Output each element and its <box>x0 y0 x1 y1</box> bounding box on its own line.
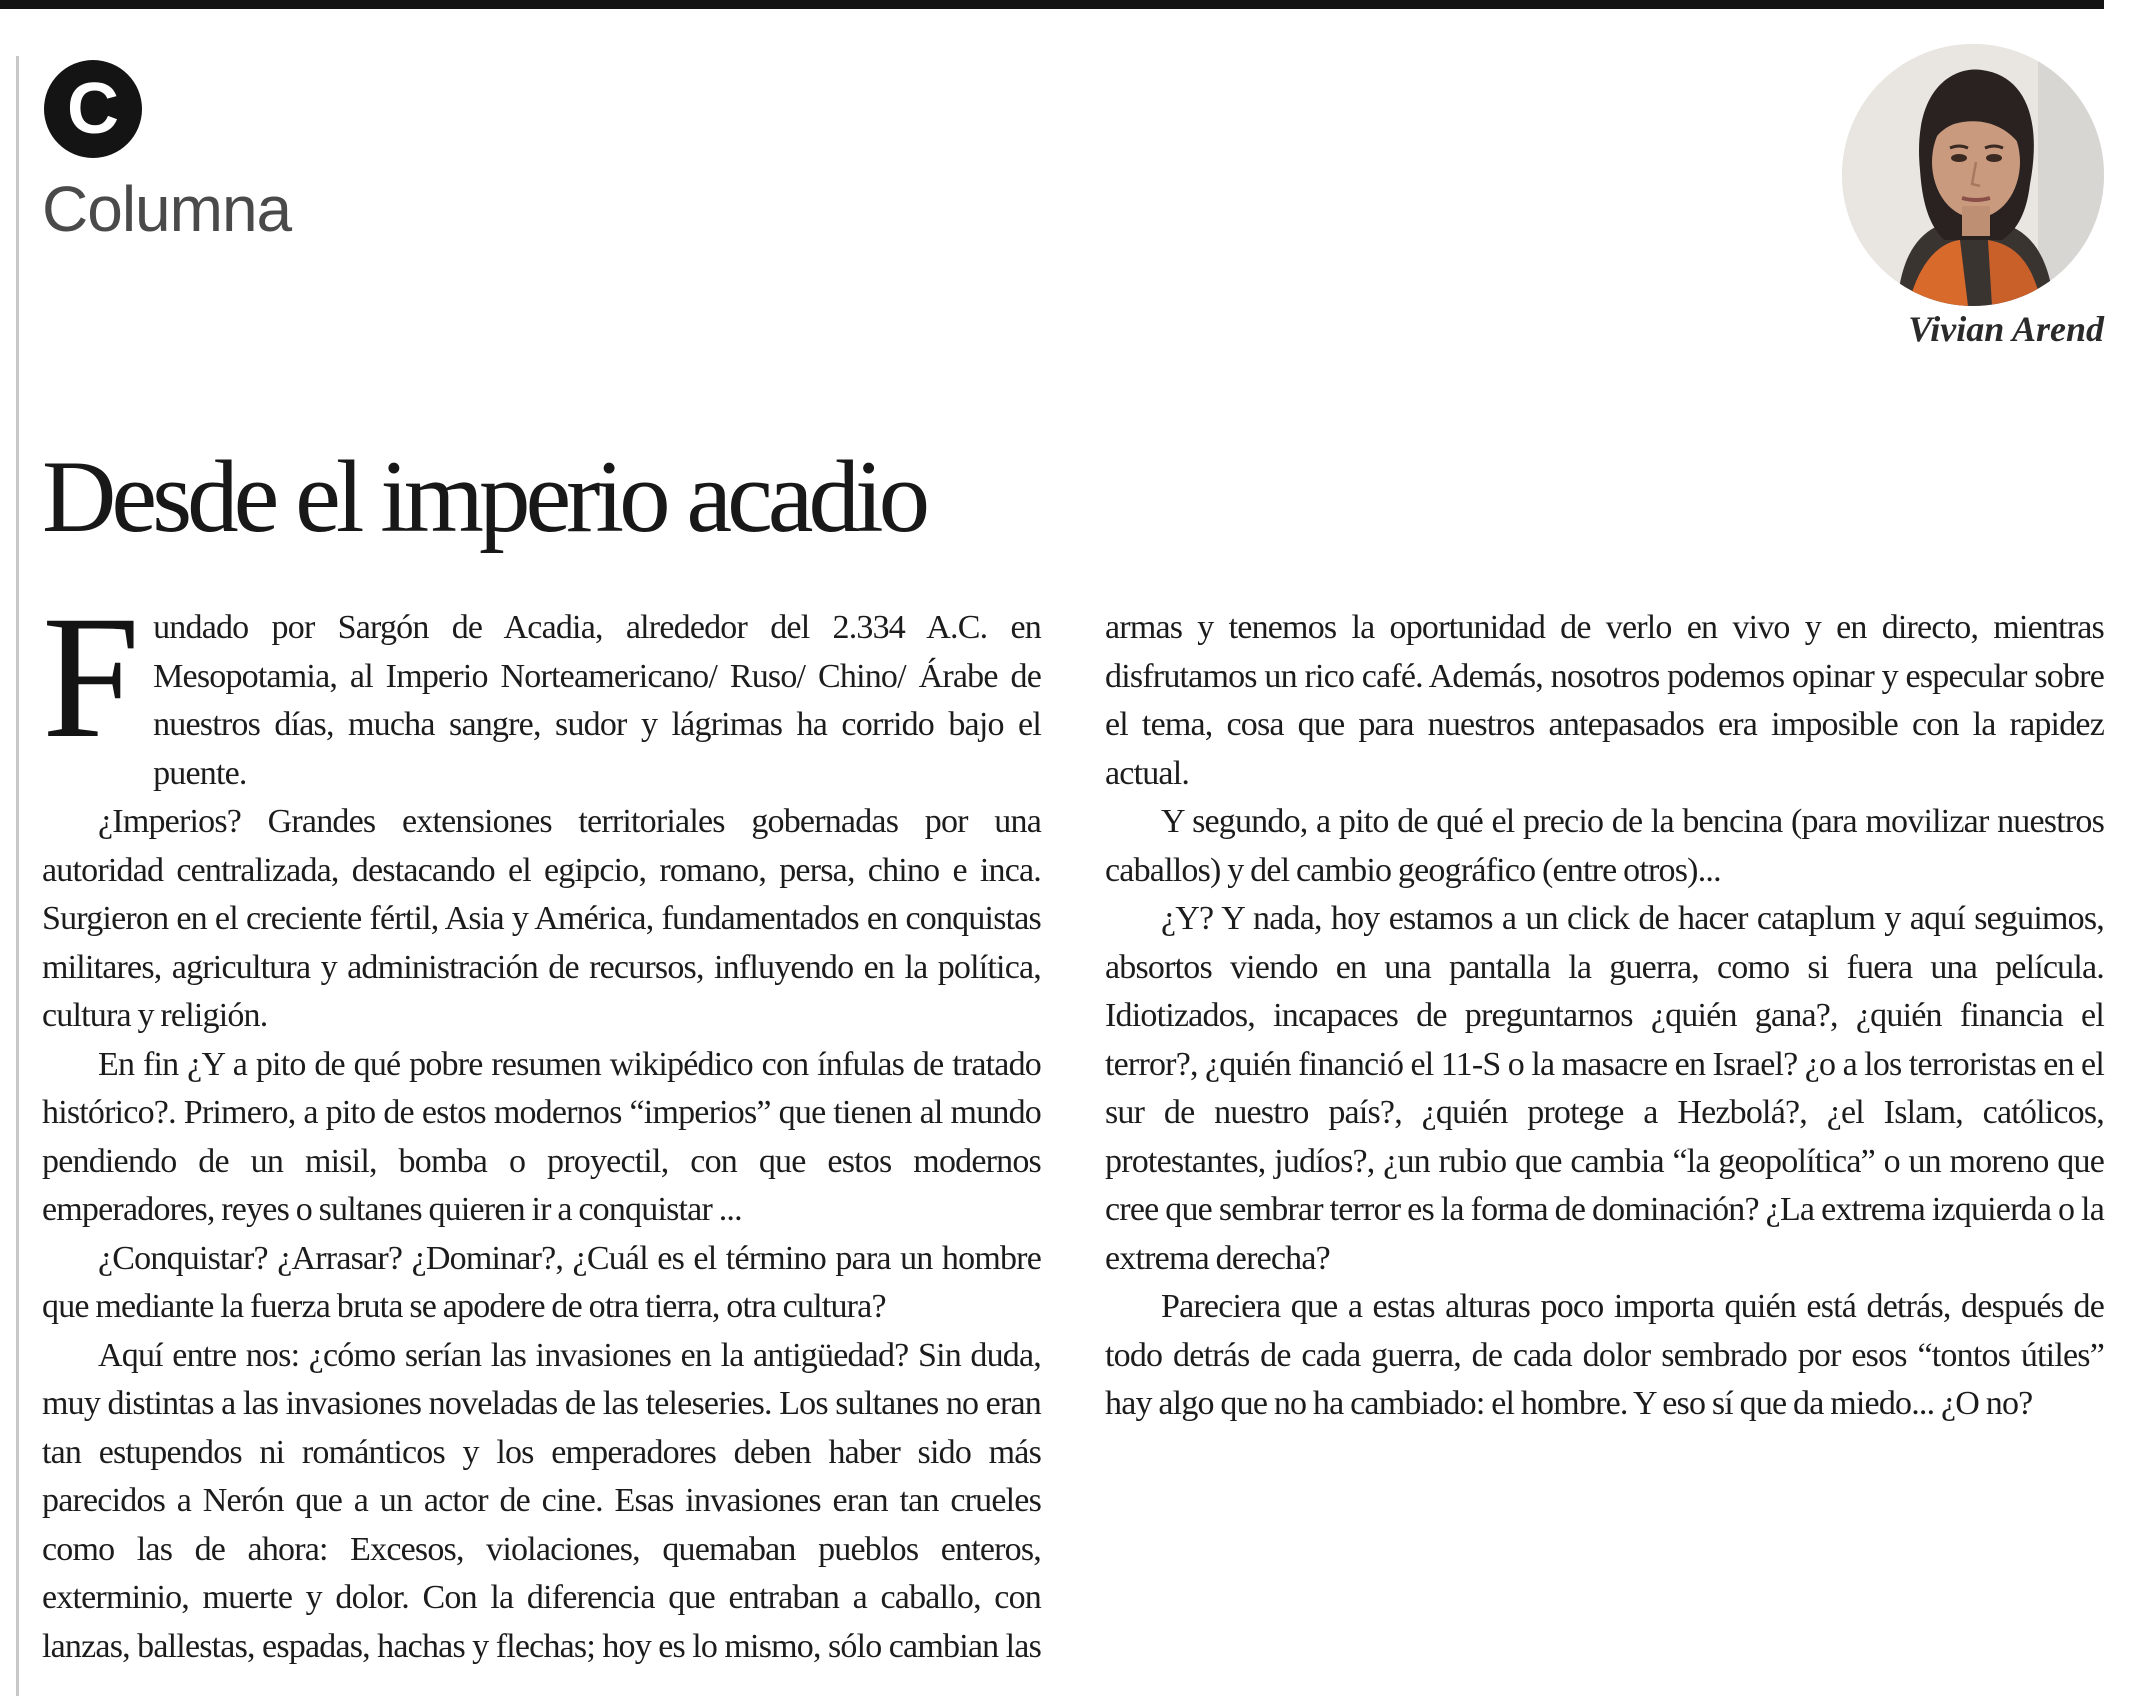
left-column-rule <box>16 56 19 1696</box>
article-paragraph: Y segundo, a pito de qué el precio de la bencina (para movilizar nuestros caballos) y del cambio geográfico (entre otros)... <box>1105 803 2104 889</box>
article-paragraph: ¿Imperios? Grandes extensiones territoriales gobernadas por una autoridad centralizada, destacando el egipcio, romano, persa, chino e inca. Surgieron en el creciente fértil, Asia y América, fundamentados en conquistas militares, agricultura y administración de recursos, influyendo en la política, cultura y religión. <box>42 803 1041 1034</box>
paragraph-text: undado por Sargón de Acadia, alrededor del 2.334 A.C. en Mesopotamia, al Imperio Norteamericano/ Ruso/ Chino/ Árabe de nuestros días, mucha sangre, sudor y lágrimas ha corrido bajo el puente. <box>153 609 1041 792</box>
drop-cap: F <box>42 580 140 775</box>
article-body <box>42 580 2104 1684</box>
article-paragraph: ¿Y? Y nada, hoy estamos a un click de hacer cataplum y aquí seguimos, absortos viendo en una pantalla la guerra, como si fuera una película. Idiotizados, incapaces de preguntarnos ¿quién gana?, ¿quién financia el terror?, ¿quién financió el 11-S o la masacre en Israel? ¿o a los terroristas en el sur de nuestro país?, ¿quién protege a Hezbolá?, ¿el Islam, católicos, protestantes, judíos?, ¿un rubio que cambia “la geopolítica” o un moreno que cree que sembrar terror es la forma de dominación? ¿La extrema izquierda o la extrema derecha? <box>1105 900 2104 1277</box>
article-headline: Desde el imperio acadio <box>42 440 926 554</box>
article-paragraph: En fin ¿Y a pito de qué pobre resumen wikipédico con ínfulas de tratado histórico?. Primero, a pito de estos modernos “imperios” que tienen al mundo pendiendo de un misil, bomba o proyectil, con que estos modernos emperadores, reyes o sultanes quieren ir a conquistar ... <box>42 1045 1041 1228</box>
article-paragraph <box>42 580 1041 798</box>
article-paragraph: Pareciera que a estas alturas poco importa quién está detrás, después de todo detrás de cada guerra, de cada dolor sembrado por esos “tontos útiles” hay algo que no ha cambiado: el hombre. Y eso sí que da miedo... ¿O no? <box>1105 1288 2104 1422</box>
column-badge: C <box>44 60 142 158</box>
author-portrait-illustration <box>1842 44 2104 306</box>
top-rule <box>0 0 2104 9</box>
section-label: Columna <box>42 173 292 245</box>
author-name: Vivian Arend <box>1908 309 2104 349</box>
author-photo <box>1842 44 2104 306</box>
article-paragraph: Aquí entre nos: ¿cómo serían las invasiones en la antigüedad? Sin duda, muy distintas a las invasiones noveladas de las teleseries. Los sultanes no eran tan estupendos ni románticos y los emperadores deben haber sido más parecidos a Nerón que a un actor de cine. Esas invasiones eran tan crueles como las de ahora: Excesos, violaciones, quemaban pueblos enteros, exterminio, muerte y dolor. Con la diferencia que entraban a caballo, con lanzas, ballestas, espadas, hachas y flechas; hoy es lo mismo, sólo cambian las armas y tenemos la oportunidad de verlo en vivo y en directo, mientras disfrutamos un rico café. Además, nosotros podemos opinar y especular sobre el tema, cosa que para nuestros antepasados era imposible con la rapidez actual. <box>42 609 2104 1665</box>
article-paragraph: ¿Conquistar? ¿Arrasar? ¿Dominar?, ¿Cuál es el término para un hombre que mediante la fuerza bruta se apodere de otra tierra, otra cultura? <box>42 1239 1041 1325</box>
